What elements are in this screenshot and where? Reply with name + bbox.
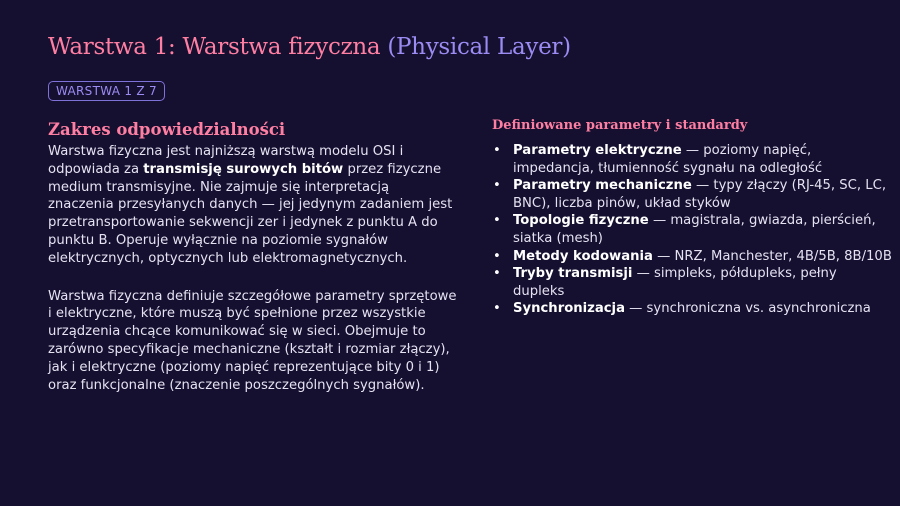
list-item	[492, 248, 892, 266]
paragraph-1-text-a: Warstwa fizyczna jest najniższą warstwą modelu OSI i odpowiada za	[48, 144, 404, 177]
slide-title-main: Warstwa 1: Warstwa fizyczna	[48, 34, 381, 60]
responsibility-paragraph-2: Warstwa fizyczna definiuje szczegółowe parametry sprzętowe i elektryczne, które muszą być spełnione przez wszystkie urządzenia chcące komunikować się w sieci. Obejmuje to zarówno specyfikacje mechaniczne (kształt i rozmiar złączy), jak i elektryczne (poziomy napięć reprezentujące bity 0 i 1) oraz funkcjonalne (znaczenie poszczególnych sygnałów).	[48, 288, 457, 393]
responsibility-paragraph-1	[48, 143, 458, 268]
list-item-desc: — NRZ, Manchester, 4B/5B, 8B/10B	[652, 248, 892, 264]
list-item-term: Topologie fizyczne	[513, 213, 649, 229]
parameters-list	[492, 142, 892, 318]
list-item-term: Parametry elektryczne	[513, 143, 682, 158]
list-item	[492, 265, 892, 300]
paragraph-1-bold: transmisję surowych bitów	[143, 161, 344, 177]
list-item-desc: — typy złączy (RJ-45, SC, LC, BNC), liczba pinów, układ styków	[513, 178, 887, 211]
list-item-term: Parametry mechaniczne	[513, 178, 692, 194]
list-item-desc: — simpleks, półdupleks, pełny dupleks	[513, 266, 837, 299]
bullet-icon: •	[493, 248, 501, 264]
bullet-icon: •	[493, 213, 501, 229]
right-column	[492, 117, 892, 318]
list-item-desc: — magistrala, gwiazda, pierścień, siatka (mesh)	[513, 213, 876, 246]
list-item	[492, 212, 892, 247]
slide-title	[48, 34, 571, 60]
list-item-desc: — poziomy napięć, impedancja, tłumienność sygnału na odległość	[513, 143, 823, 176]
bullet-icon: •	[493, 178, 501, 194]
list-item-term: Tryby transmisji	[513, 266, 633, 282]
list-item	[492, 142, 892, 177]
layer-badge: WARSTWA 1 Z 7	[48, 81, 165, 101]
bullet-icon: •	[493, 143, 501, 158]
left-column	[48, 117, 458, 394]
responsibility-heading: Zakres odpowiedzialności	[48, 120, 286, 139]
list-item-term: Synchronizacja	[513, 301, 625, 317]
list-item-desc: — synchroniczna vs. asynchroniczna	[624, 301, 871, 317]
bullet-icon: •	[493, 301, 501, 317]
list-item	[492, 300, 892, 318]
parameters-heading: Definiowane parametry i standardy	[492, 118, 748, 133]
list-item	[492, 177, 892, 212]
list-item-term: Metody kodowania	[513, 248, 653, 264]
bullet-icon: •	[493, 266, 501, 282]
slide-title-sub: (Physical Layer)	[387, 34, 571, 60]
paragraph-1-text-b: przez fizyczne medium transmisyjne. Nie zajmuje się interpretacją znaczenia przesyłanych danych — jej jedynym zadaniem jest przetransportowanie sekwencji zer i jedynek z punktu A do punktu B. Operuje wyłącznie na poziomie sygnałów elektrycznych, optycznych lub elektromagnetycznych.	[48, 161, 453, 266]
